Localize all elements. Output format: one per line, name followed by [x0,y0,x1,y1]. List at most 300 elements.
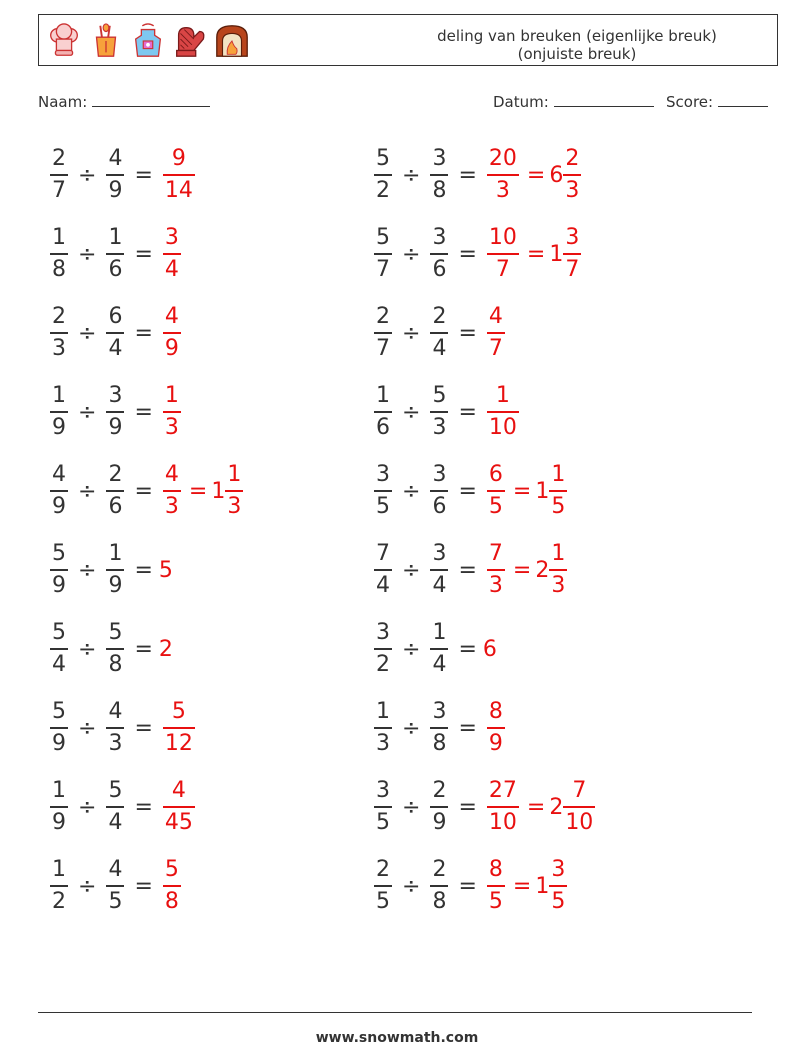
mixed-whole: 2 [549,794,564,820]
denominator: 6 [108,494,123,519]
answer [483,227,585,281]
numerator: 4 [164,304,179,329]
fraction-bar [106,174,124,176]
title-line-1: deling van breuken (eigenlijke breuk) [437,27,717,45]
operand-a [50,227,68,281]
numerator: 4 [108,699,123,724]
mixed-fraction [549,464,567,518]
answer [483,306,509,360]
divide-sign: ÷ [402,715,421,741]
name-field[interactable] [38,92,210,111]
fraction-bar [106,411,124,413]
date-line[interactable] [554,92,654,107]
numerator: 3 [432,462,447,487]
denominator: 10 [565,810,594,835]
numerator: 3 [432,225,447,250]
divide-sign: ÷ [78,320,97,346]
divide-sign: ÷ [78,557,97,583]
numerator: 5 [432,383,447,408]
fraction-bar [430,411,448,413]
fraction-bar [374,174,392,176]
fraction-bar [563,253,581,255]
answer [483,859,571,913]
fraction-bar [430,253,448,255]
equals-sign: = [458,478,477,504]
fraction-bar [50,253,68,255]
equals-sign: = [458,241,477,267]
fraction-bar [50,806,68,808]
equals-sign: = [458,320,477,346]
problem-9 [46,456,247,526]
answer-equals-sign: = [512,557,532,583]
problem-1 [46,140,199,210]
problem-15 [46,693,199,763]
operand-b [106,385,124,439]
numerator: 5 [376,225,390,250]
denominator: 6 [432,494,447,519]
numerator: 2 [565,146,580,171]
denominator: 9 [108,415,123,440]
denominator: 3 [108,731,123,756]
operand-a [374,859,392,913]
divide-sign: ÷ [78,636,97,662]
utensil-holder-icon [87,21,125,61]
divide-sign: ÷ [402,873,421,899]
equals-sign: = [134,715,153,741]
fraction-bar [50,411,68,413]
denominator: 9 [52,731,66,756]
denominator: 9 [432,810,447,835]
problem-8 [370,377,523,447]
fraction-bar [430,648,448,650]
numerator: 1 [432,620,447,645]
denominator: 4 [432,573,447,598]
numerator: 20 [488,146,517,171]
numerator: 2 [108,462,123,487]
fraction-bar [163,727,195,729]
answer-fraction [487,464,505,518]
denominator: 3 [488,573,503,598]
answer-equals-sign: = [526,241,546,267]
score-label: Score: [666,93,714,111]
operand-a [374,543,392,597]
fraction-bar [374,490,392,492]
denominator: 8 [164,889,179,914]
fraction-bar [549,569,567,571]
denominator: 4 [432,652,447,677]
answer [159,637,173,662]
denominator: 4 [376,573,390,598]
denominator: 2 [376,652,390,677]
answer [483,148,585,202]
operand-a [50,306,68,360]
mixed-whole: 1 [211,478,226,504]
answer-fraction [163,227,181,281]
problem-6 [370,298,509,368]
fraction-bar [50,569,68,571]
denominator: 8 [108,652,123,677]
denominator: 8 [432,178,447,203]
numerator: 3 [432,699,447,724]
answer-whole: 6 [482,636,497,662]
fraction-bar [50,885,68,887]
fraction-bar [374,253,392,255]
numerator: 6 [108,304,123,329]
denominator: 10 [488,810,517,835]
footer-divider [38,1012,752,1013]
equals-sign: = [134,636,153,662]
fraction-bar [487,174,519,176]
numerator: 7 [572,778,587,803]
divide-sign: ÷ [402,557,421,583]
answer [159,385,185,439]
denominator: 9 [108,573,123,598]
operand-b [106,622,124,676]
numerator: 3 [108,383,123,408]
denominator: 9 [164,336,179,361]
numerator: 2 [376,857,390,882]
answer-fraction [487,701,505,755]
fraction-bar [549,490,567,492]
divide-sign: ÷ [402,478,421,504]
operand-a [50,859,68,913]
numerator: 7 [376,541,390,566]
problem-11 [46,535,173,605]
title-line-2: (onjuiste breuk) [517,45,637,63]
denominator: 9 [52,494,66,519]
problem-12 [370,535,571,605]
answer [483,780,599,834]
equals-sign: = [458,873,477,899]
denominator: 9 [52,810,66,835]
numerator: 4 [488,304,503,329]
equals-sign: = [134,399,153,425]
operand-a [50,701,68,755]
denominator: 4 [108,810,123,835]
fraction-bar [374,411,392,413]
equals-sign: = [458,636,477,662]
numerator: 1 [376,383,390,408]
numerator: 4 [171,778,186,803]
answer-fraction [163,780,195,834]
answer [159,227,185,281]
numerator: 1 [108,225,123,250]
fraction-bar [106,490,124,492]
answer [483,701,509,755]
operand-b [106,464,124,518]
fraction-bar [163,174,195,176]
numerator: 1 [551,541,566,566]
score-line[interactable] [718,92,768,107]
operand-b [106,227,124,281]
numerator: 1 [52,383,66,408]
numerator: 10 [488,225,517,250]
fraction-bar [430,569,448,571]
fraction-bar [487,490,505,492]
problem-17 [46,772,199,842]
denominator: 3 [551,573,566,598]
fraction-bar [106,806,124,808]
denominator: 7 [52,178,66,203]
numerator: 5 [52,541,66,566]
fraction-bar [106,648,124,650]
answer-fraction [487,385,519,439]
fraction-bar [563,806,595,808]
numerator: 5 [376,146,390,171]
mixed-fraction [563,148,581,202]
denominator: 2 [52,889,66,914]
problem-2 [370,140,585,210]
answer-fraction [487,859,505,913]
numerator: 1 [376,699,390,724]
fraction-bar [163,490,181,492]
divide-sign: ÷ [78,241,97,267]
answer-fraction [163,464,181,518]
answer-whole: 2 [158,636,173,662]
answer [159,558,173,583]
problem-10 [370,456,571,526]
fraction-bar [374,569,392,571]
denominator: 5 [376,810,390,835]
answer-equals-sign: = [526,162,546,188]
problem-14 [370,614,497,684]
footer-url[interactable]: www.snowmath.com [315,1030,479,1046]
operand-a [50,543,68,597]
header-icons [45,21,251,61]
answer [483,543,571,597]
equals-sign: = [458,557,477,583]
numerator: 1 [108,541,123,566]
equals-sign: = [134,478,153,504]
numerator: 3 [432,146,447,171]
answer-fraction [163,306,181,360]
operand-b [106,306,124,360]
operand-b [430,622,448,676]
denominator: 3 [495,178,510,203]
answer-equals-sign: = [512,873,532,899]
answer [159,701,199,755]
fraction-bar [487,569,505,571]
worksheet-title [417,27,737,63]
fraction-bar [430,885,448,887]
mixed-fraction [549,543,567,597]
answer-fraction [163,148,195,202]
problem-4 [370,219,585,289]
problem-16 [370,693,509,763]
numerator: 1 [551,462,566,487]
denominator: 7 [565,257,580,282]
mixed-whole: 1 [535,873,550,899]
fraction-bar [487,253,519,255]
answer-fraction [487,780,519,834]
numerator: 2 [52,304,66,329]
divide-sign: ÷ [78,399,97,425]
denominator: 12 [164,731,193,756]
divide-sign: ÷ [78,478,97,504]
operand-b [430,780,448,834]
numerator: 1 [52,225,66,250]
operand-b [430,859,448,913]
numerator: 5 [171,699,186,724]
fraction-bar [487,885,505,887]
operand-b [430,227,448,281]
numerator: 1 [227,462,242,487]
fraction-bar [50,174,68,176]
date-label: Datum: [493,93,549,111]
numerator: 5 [108,778,123,803]
answer-fraction [487,227,519,281]
fraction-bar [163,885,181,887]
operand-a [374,306,392,360]
denominator: 4 [164,257,179,282]
answer-equals-sign: = [188,478,208,504]
numerator: 1 [164,383,179,408]
denominator: 3 [432,415,447,440]
fraction-bar [106,727,124,729]
denominator: 6 [376,415,390,440]
answer [159,780,199,834]
divide-sign: ÷ [402,241,421,267]
numerator: 2 [52,146,66,171]
numerator: 2 [432,304,447,329]
fraction-bar [106,332,124,334]
answer-fraction [487,306,505,360]
equals-sign: = [134,241,153,267]
operand-a [50,780,68,834]
denominator: 5 [488,494,503,519]
answer [159,148,199,202]
numerator: 4 [108,857,123,882]
fraction-bar [487,411,519,413]
denominator: 3 [227,494,242,519]
answer-equals-sign: = [512,478,532,504]
numerator: 27 [488,778,517,803]
chef-hat-icon [45,21,83,61]
equals-sign: = [458,715,477,741]
numerator: 3 [432,541,447,566]
operand-a [374,622,392,676]
numerator: 1 [495,383,510,408]
denominator: 9 [52,415,66,440]
equals-sign: = [458,162,477,188]
score-field[interactable] [666,92,768,111]
operand-b [106,148,124,202]
denominator: 6 [432,257,447,282]
denominator: 4 [52,652,66,677]
fraction-bar [50,332,68,334]
oven-mitt-icon [171,21,209,61]
mixed-whole: 6 [549,162,564,188]
numerator: 8 [488,857,503,882]
equals-sign: = [134,873,153,899]
denominator: 5 [551,889,566,914]
name-label: Naam: [38,93,88,111]
numerator: 3 [376,778,390,803]
fraction-bar [374,332,392,334]
denominator: 9 [108,178,123,203]
divide-sign: ÷ [78,873,97,899]
divide-sign: ÷ [402,794,421,820]
fraction-bar [225,490,243,492]
denominator: 3 [565,178,580,203]
mixed-whole: 2 [535,557,550,583]
mixed-fraction [549,859,567,913]
equals-sign: = [458,794,477,820]
operand-a [374,464,392,518]
operand-b [106,543,124,597]
answer-fraction [163,859,181,913]
mixed-fraction [563,227,581,281]
fraction-bar [163,332,181,334]
operand-a [50,622,68,676]
problem-19 [46,851,185,921]
numerator: 3 [376,462,390,487]
numerator: 5 [52,620,66,645]
operand-b [106,780,124,834]
numerator: 6 [488,462,503,487]
operand-b [106,701,124,755]
worksheet-header [38,14,778,66]
numerator: 3 [376,620,390,645]
fraction-bar [50,490,68,492]
fraction-bar [106,253,124,255]
name-line[interactable] [92,92,210,107]
divide-sign: ÷ [402,162,421,188]
answer-whole: 5 [158,557,173,583]
operand-a [374,780,392,834]
divide-sign: ÷ [78,794,97,820]
denominator: 7 [488,336,503,361]
date-field[interactable] [493,92,654,111]
answer-fraction [163,385,181,439]
numerator: 8 [488,699,503,724]
denominator: 6 [108,257,123,282]
equals-sign: = [134,794,153,820]
denominator: 5 [551,494,566,519]
denominator: 9 [488,731,503,756]
answer [483,464,571,518]
fraction-bar [487,727,505,729]
mixed-fraction [225,464,243,518]
equals-sign: = [134,557,153,583]
numerator: 1 [52,857,66,882]
denominator: 5 [488,889,503,914]
answer-fraction [487,148,519,202]
operand-a [374,385,392,439]
numerator: 1 [52,778,66,803]
denominator: 3 [164,494,179,519]
denominator: 3 [376,731,390,756]
denominator: 14 [164,178,193,203]
denominator: 8 [432,889,447,914]
problem-7 [46,377,185,447]
fraction-bar [430,727,448,729]
problem-3 [46,219,185,289]
fraction-bar [50,648,68,650]
operand-b [430,306,448,360]
operand-a [50,148,68,202]
answer [483,385,523,439]
divide-sign: ÷ [402,320,421,346]
divide-sign: ÷ [402,399,421,425]
denominator: 8 [52,257,66,282]
fraction-bar [430,806,448,808]
fraction-bar [163,411,181,413]
denominator: 4 [432,336,447,361]
fraction-bar [50,727,68,729]
fraction-bar [106,569,124,571]
numerator: 5 [108,620,123,645]
